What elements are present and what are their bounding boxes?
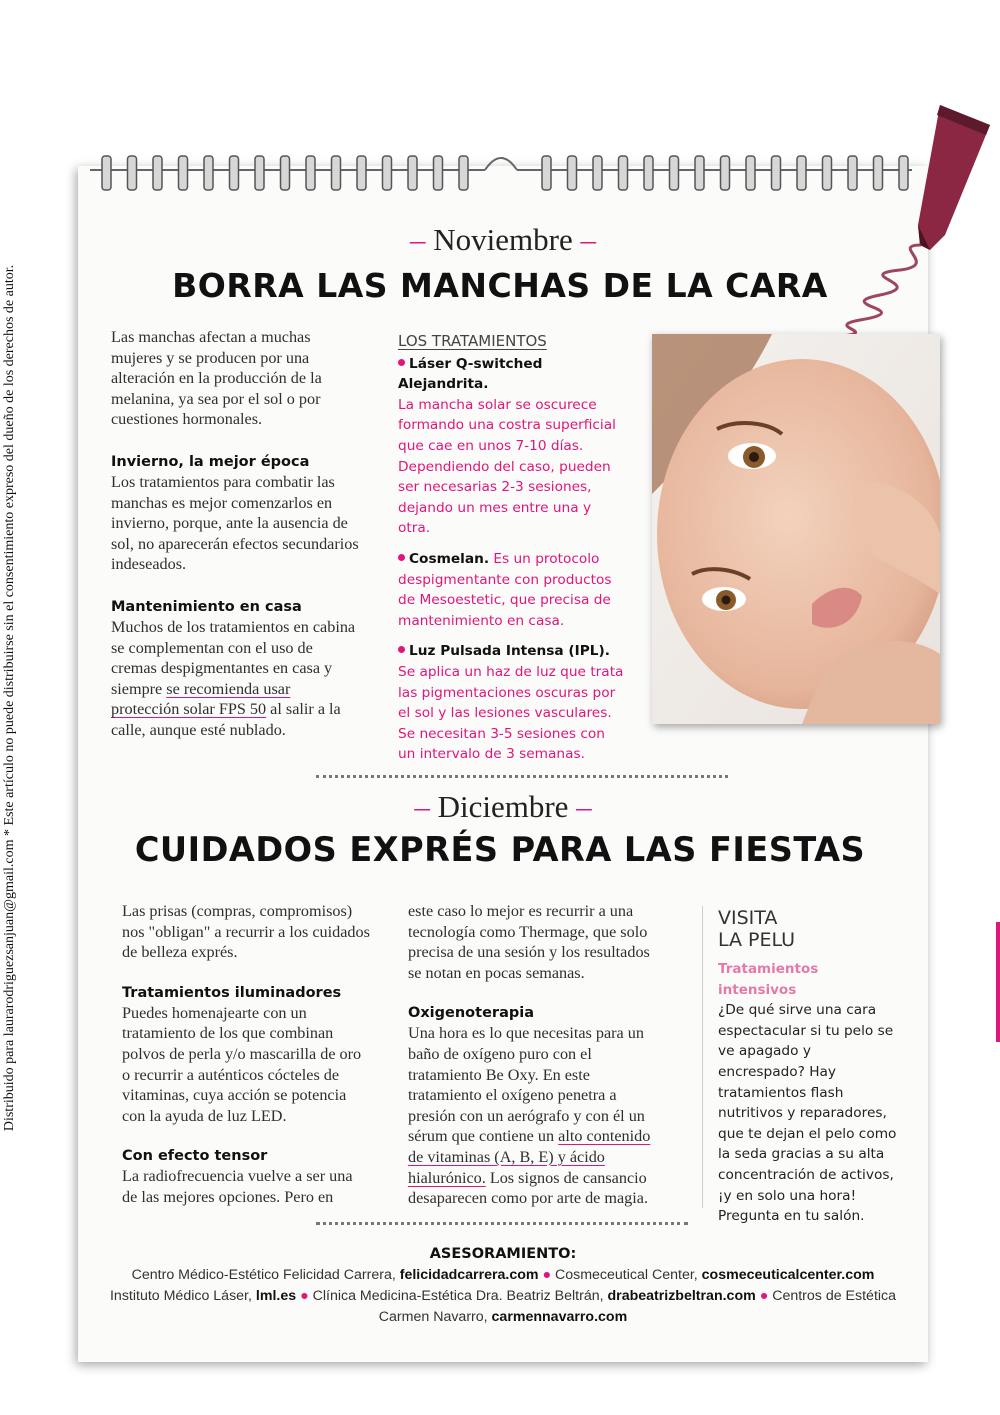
bullet-icon <box>398 646 405 653</box>
noviembre-text-mantenimiento: Muchos de los tratamientos en cabina se complementan con el uso de cremas despigmentantes en casa y siempre se recomienda usar protección solar FPS 50 al salir a la calle, aunque esté nublado. <box>111 617 356 739</box>
diciembre-subtitle-tensor: Con efecto tensor <box>122 1148 268 1165</box>
noviembre-subtitle-invierno: Invierno, la mejor época <box>111 453 310 470</box>
footer-title: ASESORAMIENTO: <box>429 1246 577 1262</box>
noviembre-subtitle-mantenimiento: Mantenimiento en casa <box>111 598 302 615</box>
spiral-ring <box>542 156 551 190</box>
copyright-side-note: Distribuido para laurarodriguezsanjuan@gmail.com * Este artículo no puede distribuirse sin el consentimiento expreso del dueño de los derechos de autor. <box>2 264 17 1132</box>
spiral-ring <box>383 156 392 190</box>
box-subtitle: Tratamientos intensivos <box>718 961 819 998</box>
bullet-icon <box>398 554 405 561</box>
asesoramiento-footer <box>78 1244 928 1328</box>
noviembre-intro: Las manchas afectan a muchas mujeres y se producen por una alteración en la producción de la melanina, ya sea por el sol o por cuestiones hormonales. <box>111 328 322 429</box>
spiral-ring <box>619 156 628 190</box>
spiral-ring <box>721 156 730 190</box>
spiral-ring <box>772 156 781 190</box>
diciembre-text-tensor: La radiofrecuencia vuelve a ser una de las mejores opciones. Pero en <box>122 1167 353 1206</box>
tratamientos-title: LOS TRATAMIENTOS <box>398 332 547 350</box>
diciembre-text-oxigenoterapia: Una hora es lo que necesitas para un baño de oxígeno puro con el tratamiento Be Oxy. En este tratamiento el oxígeno penetra a presión con un aerógrafo y con él un sérum que contiene un alto contenido de vitaminas (A, B, E) y ácido hialurónico. Los signos de cansancio desaparecen como por arte de magia. <box>408 1024 651 1208</box>
visita-la-pelu-box <box>718 907 898 1227</box>
diciembre-subtitle-oxigenoterapia: Oxigenoterapia <box>408 1005 534 1022</box>
spiral-ring <box>434 156 443 190</box>
spiral-ring <box>179 156 188 190</box>
tratamiento-ipl: Luz Pulsada Intensa (IPL). Se aplica un haz de luz que trata las pigmentaciones oscuras por el sol y las lesiones vasculares. Se necesitan 3-5 sesiones con un intervalo de 3 semanas. <box>398 643 624 763</box>
diciembre-column-1 <box>122 901 370 1208</box>
spiral-ring <box>306 156 315 190</box>
noviembre-text-invierno: Los tratamientos para combatir las manchas es mejor comenzarlos en invierno, porque, ante la ausencia de sol, no aparecerán efectos secundarios indeseados. <box>111 472 359 574</box>
spiral-ring <box>746 156 755 190</box>
accent-side-bar <box>996 922 1000 1042</box>
box-title: VISITA LA PELU <box>718 907 796 951</box>
spiral-ring <box>644 156 653 190</box>
spiral-ring <box>357 156 366 190</box>
spiral-ring <box>153 156 162 190</box>
spiral-ring <box>204 156 213 190</box>
spiral-ring <box>695 156 704 190</box>
spiral-ring <box>568 156 577 190</box>
diciembre-text-thermage: este caso lo mejor es recurrir a una tecnología como Thermage, que solo precisa de una sesión y los resultados se notan en pocas semanas. <box>408 902 650 982</box>
bullet-icon <box>398 359 405 366</box>
diciembre-text-iluminadores: Puedes homenajearte con un tratamiento de los que combinan polvos de perla y/o mascarilla de oro o recurrir a auténticos cócteles de vitaminas, cuya acción se potencia con la ayuda de luz LED. <box>122 1003 362 1125</box>
box-divider-line <box>702 906 704 1208</box>
diciembre-column-2 <box>408 901 666 1209</box>
month-title-diciembre: – Diciembre – <box>414 789 592 824</box>
spiral-ring <box>230 156 239 190</box>
spiral-ring <box>459 156 468 190</box>
footer-line-2: Instituto Médico Láser, lml.es ● Clínica Medicina-Estética Dra. Beatriz Beltrán, drabeatrizbeltran.com ● Centros de Estética <box>109 1288 897 1304</box>
noviembre-tratamientos <box>398 331 624 765</box>
calendar-spiral-binding <box>90 152 912 194</box>
footer-line-3: Carmen Navarro, carmennavarro.com <box>378 1309 628 1325</box>
woman-face-photo <box>652 334 940 724</box>
noviembre-column-1 <box>111 327 361 741</box>
diciembre-subtitle-iluminadores: Tratamientos iluminadores <box>122 984 342 1001</box>
dotted-divider-footer <box>316 1222 688 1225</box>
footer-line-1: Centro Médico-Estético Felicidad Carrera, felicidadcarrera.com ● Cosmeceutical Center, cosmeceuticalcenter.com <box>131 1267 875 1283</box>
headline-noviembre: BORRA LAS MANCHAS DE LA CARA <box>172 266 828 305</box>
spiral-ring <box>408 156 417 190</box>
tratamiento-cosmelan: Cosmelan. Es un protocolo despigmentante con productos de Mesoestetic, que precisa de mantenimiento en casa. <box>398 550 612 629</box>
spiral-ring <box>128 156 137 190</box>
tratamiento-laser: Láser Q-switched Alejandrita. La mancha solar se oscurece formando una costra superficial que cae en unos 7-10 días. Dependiendo del caso, pueden ser necesarias 2-3 sesiones, dejando un mes entre una y otra. <box>398 355 616 537</box>
spiral-ring <box>102 156 111 190</box>
dotted-divider <box>316 775 728 778</box>
spiral-ring <box>255 156 264 190</box>
box-text: ¿De qué sirve una cara espectacular si tu pelo se ve apagado y encrespado? Hay tratamientos flash nutritivos y reparadores, que te dejan el pelo como la seda gracias a su alta concentración de activos, ¡y en solo una hora! Pregunta en tu salón. <box>718 1002 897 1225</box>
diciembre-intro: Las prisas (compras, compromisos) nos "obligan" a recurrir a los cuidados de belleza exprés. <box>122 902 370 962</box>
spiral-ring <box>593 156 602 190</box>
spiral-ring <box>281 156 290 190</box>
headline-diciembre: CUIDADOS EXPRÉS PARA LAS FIESTAS <box>134 830 866 869</box>
spiral-ring <box>670 156 679 190</box>
spiral-ring <box>332 156 341 190</box>
month-title-noviembre: – Noviembre – <box>410 222 596 257</box>
